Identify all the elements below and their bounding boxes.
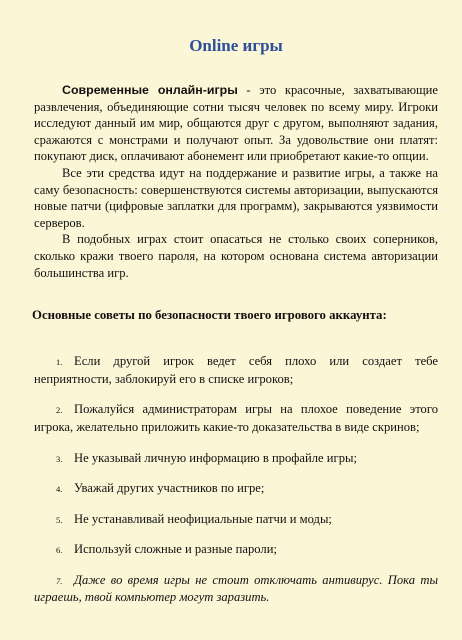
list-item (34, 353, 438, 387)
tips-list (34, 353, 438, 606)
list-item-number: 4. (56, 484, 63, 495)
list-item (34, 511, 438, 529)
list-item (34, 572, 438, 606)
list-item (34, 450, 438, 468)
intro-term: Современные онлайн-игры (62, 83, 238, 97)
list-item-text: Уважай других участников по игре; (74, 481, 265, 496)
intro-paragraph-2: Все эти средства идут на поддержание и развитие игры, а также на саму безопасность: совершенствуются системы авторизации, выпускаются новые патчи (цифровые заплатки для программ), закрываются уязвимости серверов. (34, 165, 438, 230)
list-item (34, 480, 438, 498)
intro-paragraph-1-text: это красочные, захватывающие развлечения, объединяющие сотни тысяч человек по всему миру. Игроки исследуют данный им мир, общаются друг с другом, выполняют задания, сражаются с монстрами и получают опыт. За удовольствие они платят: покупают диск, оплачивают абонемент или приобретают какие-то опции. (34, 83, 439, 164)
list-item-number: 5. (56, 514, 63, 525)
list-item-number: 7. (56, 575, 63, 586)
list-item-number: 1. (56, 357, 63, 368)
list-item-text: Не указывай личную информацию в профайле игры; (74, 450, 357, 465)
intro-dash: - (237, 83, 260, 97)
list-item-text: Пожалуйся администраторам игры на плохое поведение этого игрока, желательно приложить какие-то доказательства в виде скринов; (34, 402, 438, 434)
list-item (34, 401, 438, 435)
tips-heading: Основные советы по безопасности твоего игрового аккаунта: (32, 308, 387, 323)
page-title: Online игры (189, 36, 283, 55)
list-item-number: 3. (56, 453, 63, 464)
list-item-text: Используй сложные и разные пароли; (74, 542, 277, 557)
list-item-number: 2. (56, 405, 63, 416)
list-item-text: Даже во время игры не стоит отключать антивирус. Пока ты играешь, твой компьютер могут заразить. (34, 572, 438, 605)
intro-paragraph-1 (34, 82, 438, 165)
list-item-text: Не устанавливай неофициальные патчи и моды; (74, 511, 332, 526)
intro-paragraph-3: В подобных играх стоит опасаться не столько своих соперников, сколько кражи твоего пароля, на котором основана система авторизации большинства игр. (34, 232, 438, 280)
list-item-text: Если другой игрок ведет себя плохо или создает тебе неприятности, заблокируй его в списке игроков; (34, 354, 438, 386)
list-item (34, 541, 438, 559)
list-item-number: 6. (56, 545, 63, 556)
